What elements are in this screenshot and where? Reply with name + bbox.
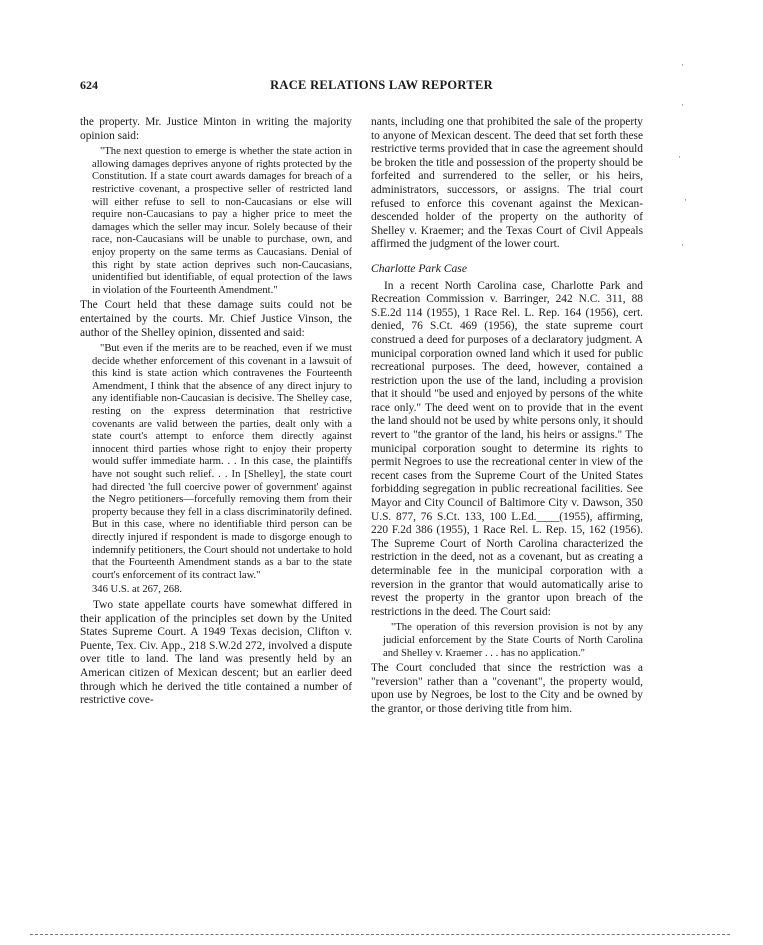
scan-speck: · bbox=[678, 152, 681, 162]
paragraph: nants, including one that prohibited the sale of the property to anyone of Mexican descent. The deed that set forth these restrictive terms provided that in case the agreement should be broken the title and possession of the property should be forfeited and surrendered to the seller, or his heirs, administrators, successors, or assigns. The trial court refused to enforce this covenant against the Mexican-descended holder of the property on the authority of Shelley v. Kraemer; and the Texas Court of Civil Appeals affirmed the judgment of the lower court. bbox=[371, 116, 643, 251]
scan-speck: · bbox=[681, 240, 684, 250]
paragraph: the property. Mr. Justice Minton in writing the majority opinion said: bbox=[80, 116, 352, 142]
block-quote: "The operation of this reversion provision is not by any judicial enforcement by the State Courts of North Carolina and Shelley v. Kraemer . . . has no application." bbox=[383, 622, 643, 659]
scan-speck: · bbox=[681, 60, 684, 70]
scan-speck: · bbox=[684, 195, 687, 205]
scan-speck: · bbox=[681, 100, 684, 110]
left-column bbox=[80, 116, 352, 708]
block-quote: "The next question to emerge is whether the state action in allowing damages deprives anyone of rights protected by the Constitution. If a state court awards damages for breach of a restrictive covenant, a prospective seller of restricted land will either refuse to sell to non-Caucasians or else will require non-Caucasians to pay a higher price to meet the damages which the seller may incur. Solely because of their race, non-Caucasians will be unable to purchase, own, and enjoy property on the same terms as Caucasians. Denial of this right by state action deprives such non-Caucasians, unidentified but identifiable, of equal protection of the laws in violation of the Fourteenth Amendment." bbox=[92, 146, 352, 296]
footer-rule bbox=[30, 934, 730, 935]
paragraph: The Court held that these damage suits could not be entertained by the courts. Mr. Chief Justice Vinson, the author of the Shelley opinion, dissented and said: bbox=[80, 299, 352, 339]
paragraph: In a recent North Carolina case, Charlotte Park and Recreation Commission v. Barringer, 242 N.C. 311, 88 S.E.2d 114 (1955), 1 Race Rel. L. Rep. 164 (1956), cert. denied, 76 S.Ct. 469 (1956), the state supreme court construed a deed for purposes of a declaratory judgment. A municipal corporation owned land which it used for public recreational purposes. The deed, however, contained a restriction upon the use of the land, including a provision that it should "be used and enjoyed by persons of the white race only." The deed went on to provide that in the event the land should not be used by white persons only, it should revert to "the grantor of the land, his heirs or assigns." The municipal corporation sought to determine its rights to permit Negroes to use the recreational center in view of the recent cases from the Supreme Court of the United States forbidding segregation in public recreational facilities. See Mayor and City Council of Baltimore City v. Dawson, 350 U.S. 877, 76 S.Ct. 133, 100 L.Ed.____(1955), affirming, 220 F.2d 386 (1955), 1 Race Rel. L. Rep. 15, 162 (1956). The Supreme Court of North Carolina characterized the restriction in the deed, not as a covenant, but as creating a determinable fee in the municipal corporation with a reversion in the grantor that would automatically arise to revest the property in the grantor upon breach of the restrictions in the deed. The Court said: bbox=[371, 279, 643, 618]
paragraph: Two state appellate courts have somewhat differed in their application of the principles set down by the United States Supreme Court. A 1949 Texas decision, Clifton v. Puente, Tex. Civ. App., 218 S.W.2d 272, involved a dispute over title to land. The land was presently held by an American citizen of Mexican descent; but an earlier deed through which he derived the title contained a number of restrictive cove- bbox=[80, 598, 352, 707]
page-number: 624 bbox=[80, 78, 98, 92]
right-column bbox=[371, 116, 643, 717]
running-head: RACE RELATIONS LAW REPORTER bbox=[270, 78, 493, 92]
section-heading: Charlotte Park Case bbox=[371, 261, 467, 275]
citation: 346 U.S. at 267, 268. bbox=[92, 584, 183, 596]
paragraph: The Court concluded that since the restriction was a "reversion" rather than a "covenant", the property would, upon use by Negroes, be lost to the City and be owned by the grantor, or those deriving title from him. bbox=[371, 662, 643, 715]
block-quote: "But even if the merits are to be reached, even if we must decide whether enforcement of this covenant in a lawsuit of this kind is state action which contravenes the Fourteenth Amendment, I think that the absence of any direct injury to any identifiable non-Caucasian is decisive. The Shelley case, resting on the express determination that restrictive covenants are valid between the parties, dealt only with a state court's attempt to enforce them directly against innocent third parties whose right to enjoy their property would suffer immediate harm. . . In this case, the plaintiffs have not sought such relief. . . In [Shelley], the state court had directed 'the full coercive power of government' against the Negro petitioners—forcefully removing them from their property because they fell in a class discriminatorily defined. But in this case, where no identifiable third person can be directly injured if respondent is made to disgorge enough to indemnify petitioners, the Court should not undertake to hold that the Fourteenth Amendment stands as a bar to the state court's enforcement of its contract law." bbox=[92, 343, 352, 581]
